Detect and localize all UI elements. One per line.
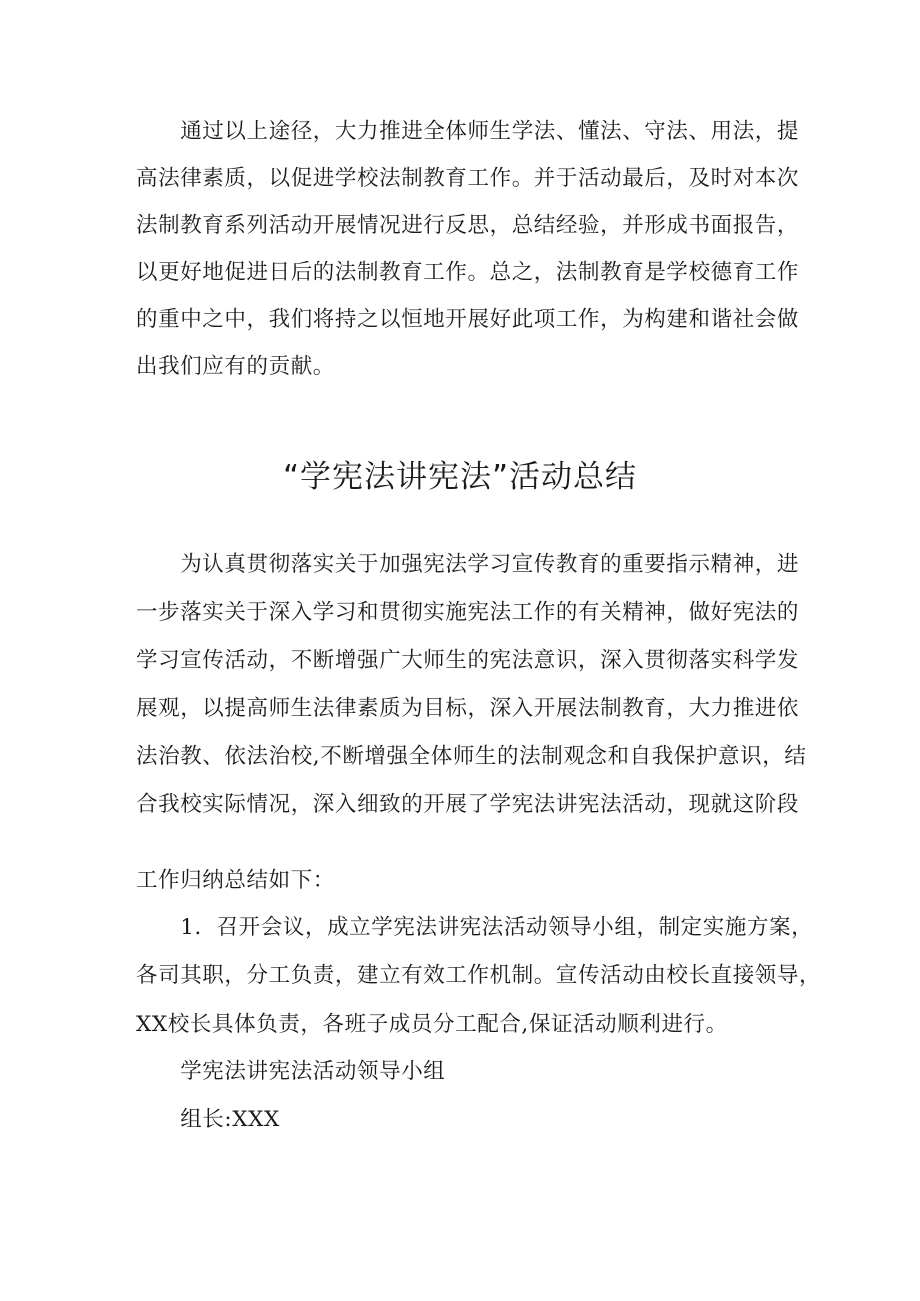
text-line: 一步落实关于深入学习和贯彻实施宪法工作的有关精神，做好宪法的 [136, 600, 800, 625]
text-line: 工作归纳总结如下： [136, 868, 335, 893]
text-line: XX校长具体负责，各班子成员分工配合,保证活动顺利进行。 [136, 1012, 728, 1037]
text-line: 法治教、依法治校,不断增强全体师生的法制观念和自我保护意识，结 [136, 744, 807, 769]
text-line: 高法律素质，以促进学校法制教育工作。并于活动最后，及时对本次 [136, 166, 800, 191]
text-line: 学习宣传活动，不断增强广大师生的宪法意识，深入贯彻落实科学发 [136, 648, 800, 673]
text-line: 通过以上途径，大力推进全体师生学法、懂法、守法、用法，提 [136, 119, 800, 144]
text-line: 法制教育系列活动开展情况进行反思，总结经验，并形成书面报告， [136, 213, 800, 238]
text-line: 展观，以提高师生法律素质为目标，深入开展法制教育，大力推进依 [136, 696, 800, 721]
document-title: “学宪法讲宪法”活动总结 [282, 459, 638, 495]
text-line: 合我校实际情况，深入细致的开展了学宪法讲宪法活动，现就这阶段 [136, 792, 800, 817]
text-line: 出我们应有的贡献。 [136, 354, 335, 379]
text-line: 以更好地促进日后的法制教育工作。总之，法制教育是学校德育工作 [136, 260, 800, 285]
text-line: 的重中之中，我们将持之以恒地开展好此项工作，为构建和谐社会做 [136, 307, 800, 332]
group-heading: 学宪法讲宪法活动领导小组 [136, 1059, 446, 1084]
text-line: 各司其职，分工负责，建立有效工作机制。宣传活动由校长直接领导， [136, 963, 822, 988]
group-leader: 组长:XXX [136, 1107, 280, 1132]
text-line: 为认真贯彻落实关于加强宪法学习宣传教育的重要指示精神，进 [136, 552, 800, 577]
text-line: 1．召开会议，成立学宪法讲宪法活动领导小组，制定实施方案， [136, 915, 814, 940]
